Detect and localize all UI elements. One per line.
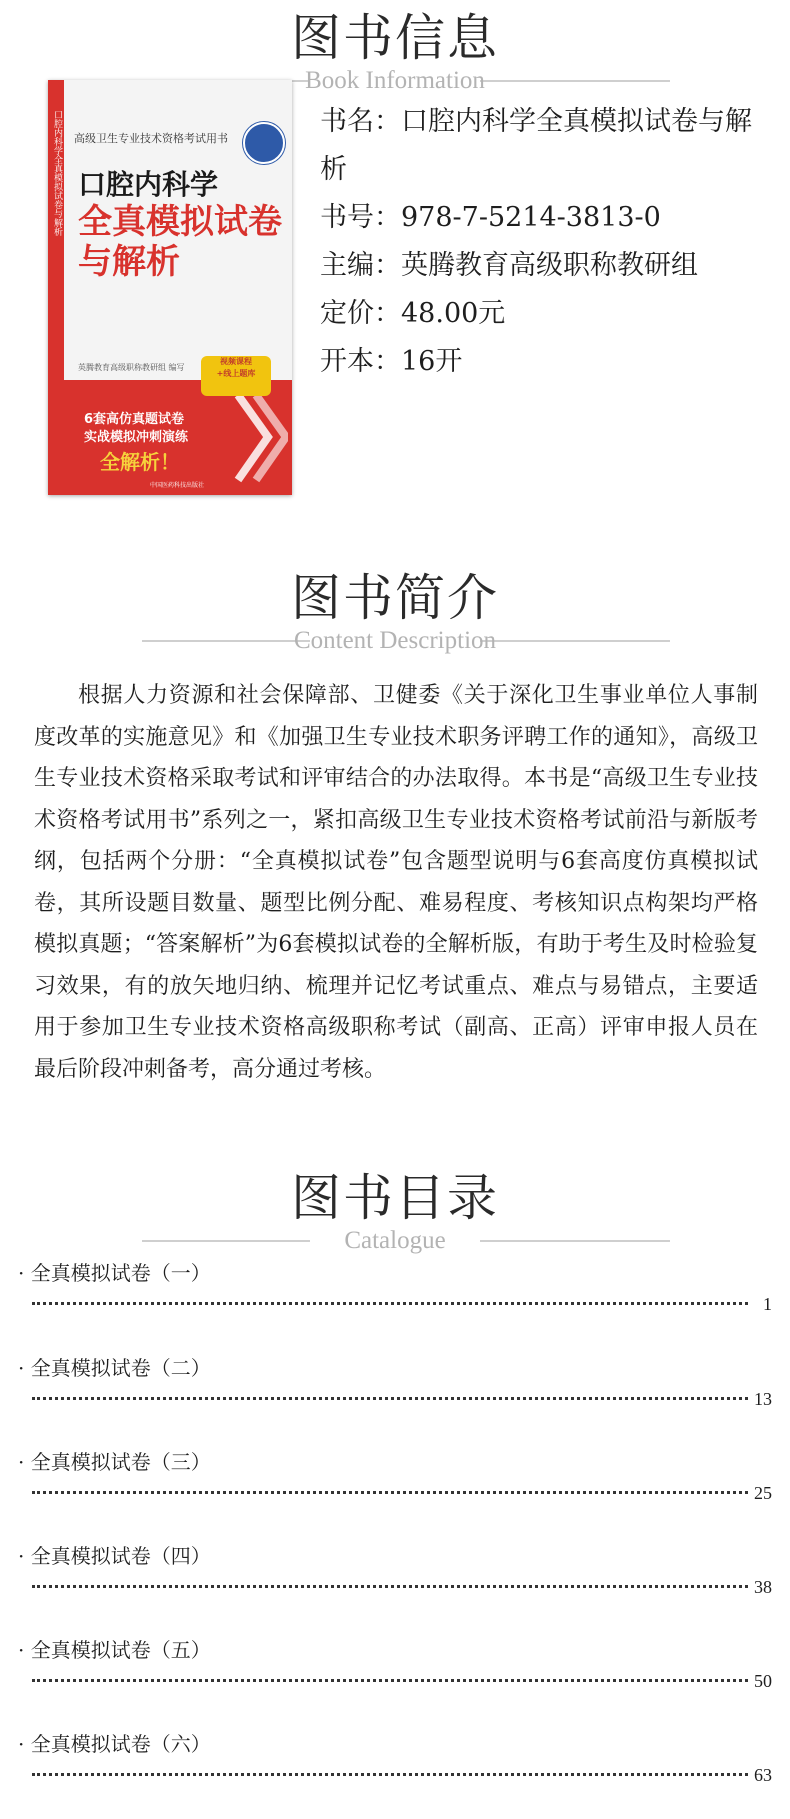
toc-item-name: · 全真模拟试卷（五） [18,1638,211,1662]
toc-leader-dots [32,1585,748,1588]
info-row-price [320,290,760,338]
info-row-isbn [320,194,760,242]
info-row-editor [320,242,760,290]
toc-item[interactable] [0,1353,790,1443]
cover-title-line3: 与解析 [78,242,180,282]
toc-item-name: · 全真模拟试卷（一） [18,1261,211,1285]
toc-page-number: 63 [754,1765,772,1785]
video-tag-line1: 视频课程 [220,357,252,366]
section-title: 图书目录 [291,1169,499,1227]
toc-item-name: · 全真模拟试卷（二） [18,1356,211,1380]
toc-page-number: 25 [754,1483,772,1503]
cover-badge-icon [243,122,285,164]
cover-video-tag [201,356,271,396]
toc-page-number: 13 [754,1389,772,1409]
toc-item[interactable] [0,1729,790,1819]
info-label: 主编： [320,250,401,281]
toc-item[interactable] [0,1635,790,1725]
toc-item[interactable] [0,1447,790,1537]
info-value: 978-7-5214-3813-0 [401,202,661,233]
toc-item[interactable] [0,1541,790,1631]
cover-series: 高级卫生专业技术资格考试用书 [74,132,228,145]
toc-leader-dots [32,1397,748,1400]
info-label: 定价： [320,298,401,329]
section-subtitle: Catalogue [344,1227,446,1254]
toc-page-number: 1 [763,1294,772,1314]
cover-spine-text: 口腔内科学全真模拟试卷与解析 [52,110,62,236]
cover-title-line1: 口腔内科学 [78,168,219,201]
info-row-name [320,98,760,194]
toc-page-number: 50 [754,1671,772,1691]
book-info-list [320,98,760,386]
info-row-format [320,338,760,386]
toc-item-name: · 全真模拟试卷（六） [18,1732,211,1756]
info-value: 口腔内科学全真模拟试卷与解析 [320,106,752,185]
chevron-icon [228,380,288,495]
cover-red-line2: 实战模拟冲刺演练 [84,430,189,445]
cover-red-band [64,380,292,495]
description-header [0,568,790,678]
toc-item-name: · 全真模拟试卷（四） [18,1544,211,1568]
book-cover [48,80,292,495]
info-value: 16开 [401,346,463,377]
info-label: 书号： [320,202,401,233]
toc-item[interactable] [0,1258,790,1348]
toc-page-number: 38 [754,1577,772,1597]
section-title: 图书简介 [291,569,499,627]
cover-title-line2: 全真模拟试卷 [78,202,282,242]
info-label: 开本： [320,346,401,377]
toc-leader-dots [32,1302,748,1305]
section-title: 图书信息 [291,9,499,67]
info-value: 48.00元 [401,298,506,329]
cover-editor: 英腾教育高级职称教研组 编写 [78,363,185,372]
info-value: 英腾教育高级职称教研组 [401,250,698,281]
info-label: 书名： [320,106,401,137]
cover-publisher: 中国医药科技出版社 [150,482,205,489]
toc-leader-dots [32,1679,748,1682]
cover-red-line1: 6套高仿真题试卷 [84,412,185,427]
section-subtitle: Book Information [305,67,485,94]
toc-leader-dots [32,1773,748,1776]
toc-item-name: · 全真模拟试卷（三） [18,1450,211,1474]
cover-red-line3: 全解析！ [100,450,180,474]
description-text: 根据人力资源和社会保障部、卫健委《关于深化卫生事业单位人事制度改革的实施意见》和《加强卫生专业技术职务评聘工作的通知》，高级卫生专业技术资格采取考试和评审结合的办法取得。本书是“高级卫生专业技术资格考试用书”系列之一，紧扣高级卫生专业技术资格考试前沿与新版考纲，包括两个分册：“全真模拟试卷”包含题型说明与6套高度仿真模拟试卷，其所设题目数量、题型比例分配、难易程度、考核知识点构架均严格模拟真题；“答案解析”为6套模拟试卷的全解析版，有助于考生及时检验复习效果，有的放矢地归纳、梳理并记忆考试重点、难点与易错点，主要适用于参加卫生专业技术资格高级职称考试（副高、正高）评审申报人员在最后阶段冲刺备考，高分通过考核。 [34,683,758,1082]
section-subtitle: Content Description [293,627,497,654]
toc-leader-dots [32,1491,748,1494]
video-tag-line2: +线上题库 [216,369,256,378]
